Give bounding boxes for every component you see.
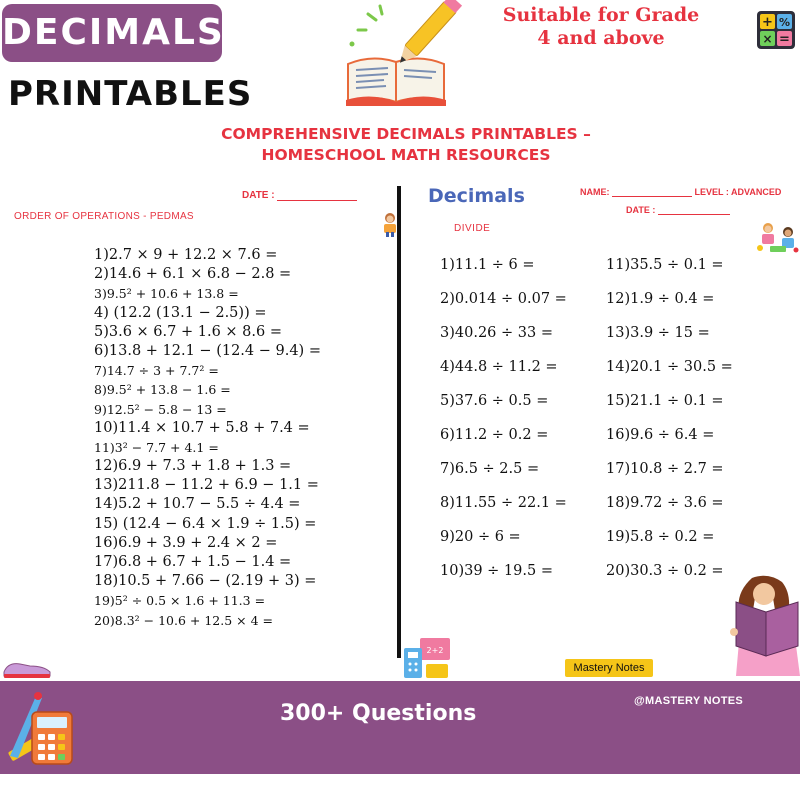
section-label-pedmas: ORDER OF OPERATIONS - PEDMAS xyxy=(14,211,194,222)
sheet-divider xyxy=(397,186,401,658)
problem-item: 16)9.6 ÷ 6.4 = xyxy=(606,427,715,443)
problem-item: 2)0.014 ÷ 0.07 = xyxy=(440,291,567,307)
name-blank xyxy=(612,196,692,197)
problem-item: 19)5² ÷ 0.5 × 1.6 + 11.3 = xyxy=(94,593,266,609)
sneaker-icon xyxy=(0,656,54,680)
pencil-book-icon xyxy=(332,0,462,108)
girl-reading-icon xyxy=(716,572,800,676)
divide-column-b xyxy=(606,248,733,588)
problem-item: 1)11.1 ÷ 6 = xyxy=(440,257,535,273)
grade-note xyxy=(488,4,714,50)
date-field-left xyxy=(242,190,357,201)
mastery-notes-badge: Mastery Notes xyxy=(565,659,653,677)
problem-item: 6)13.8 + 12.1 − (12.4 − 9.4) = xyxy=(94,342,321,359)
main-heading-line2: HOMESCHOOL MATH RESOURCES xyxy=(261,146,551,164)
problem-item: 20)8.3² − 10.6 + 12.5 × 4 = xyxy=(94,612,273,628)
bottom-margin xyxy=(0,774,800,800)
name-label: NAME: xyxy=(580,187,610,197)
problem-item: 6)11.2 ÷ 0.2 = xyxy=(440,427,549,443)
problem-item: 11)35.5 ÷ 0.1 = xyxy=(606,257,724,273)
problem-item: 9)12.5² − 5.8 − 13 = xyxy=(94,401,227,417)
worksheet-title: Decimals xyxy=(428,185,525,207)
pedmas-worksheet xyxy=(0,184,396,660)
problem-item: 5)3.6 × 6.7 + 1.6 × 8.6 = xyxy=(94,323,282,340)
problem-item: 9)20 ÷ 6 = xyxy=(440,529,521,545)
date-blank-right xyxy=(658,214,730,215)
problem-item: 3)9.5² + 10.6 + 13.8 = xyxy=(94,286,239,302)
problem-item: 18)9.72 ÷ 3.6 = xyxy=(606,495,724,511)
questions-count: 300+ Questions xyxy=(280,701,477,726)
problem-item: 1)2.7 × 9 + 12.2 × 7.6 = xyxy=(94,247,278,263)
problem-item: 5)37.6 ÷ 0.5 = xyxy=(440,393,549,409)
problem-item: 20)30.3 ÷ 0.2 = xyxy=(606,563,724,579)
date-label-right: DATE : xyxy=(626,205,656,215)
problem-item: 19)5.8 ÷ 0.2 = xyxy=(606,529,715,545)
svg-text:%: % xyxy=(778,16,791,29)
problem-item: 10)11.4 × 10.7 + 5.8 + 7.4 = xyxy=(94,419,310,436)
main-heading-line1: COMPREHENSIVE DECIMALS PRINTABLES – xyxy=(221,125,591,143)
section-label-divide: DIVIDE xyxy=(454,223,491,234)
children-playing-icon xyxy=(756,220,800,254)
problem-item: 2)14.6 + 6.1 × 6.8 − 2.8 = xyxy=(94,266,292,283)
problem-item: 18)10.5 + 7.66 − (2.19 + 3) = xyxy=(94,573,317,590)
problem-item: 13)211.8 − 11.2 + 6.9 − 1.1 = xyxy=(94,477,319,494)
calculator-ruler-icon xyxy=(2,686,84,772)
problem-item: 16)6.9 + 3.9 + 2.4 × 2 = xyxy=(94,534,278,551)
problem-item: 7)14.7 ÷ 3 + 7.7² = xyxy=(94,363,219,379)
problem-item: 13)3.9 ÷ 15 = xyxy=(606,325,710,341)
pedmas-problem-list xyxy=(94,246,321,630)
title-pill xyxy=(2,4,225,62)
problem-item: 11)3² − 7.7 + 4.1 = xyxy=(94,439,219,455)
problem-item: 12)6.9 + 7.3 + 1.8 + 1.3 = xyxy=(94,458,292,475)
problem-item: 4) (12.2 (13.1 − 2.5)) = xyxy=(94,304,267,321)
svg-text:×: × xyxy=(762,32,773,46)
brand-handle: @MASTERY NOTES xyxy=(634,695,744,707)
problem-item: 17)10.8 ÷ 2.7 = xyxy=(606,461,724,477)
problem-item: 10)39 ÷ 19.5 = xyxy=(440,563,553,579)
svg-text:+: + xyxy=(762,15,773,30)
svg-text:2+2: 2+2 xyxy=(426,646,444,655)
problem-item: 14)5.2 + 10.7 − 5.5 ÷ 4.4 = xyxy=(94,496,301,513)
grade-note-line1: Suitable for Grade xyxy=(502,4,700,26)
name-level-row xyxy=(580,187,781,197)
problem-item: 15)21.1 ÷ 0.1 = xyxy=(606,393,724,409)
footer-banner xyxy=(0,681,800,774)
problem-item: 3)40.26 ÷ 33 = xyxy=(440,325,553,341)
math-board-icon xyxy=(402,636,454,680)
problem-item: 14)20.1 ÷ 30.5 = xyxy=(606,359,733,375)
problem-item: 4)44.8 ÷ 11.2 = xyxy=(440,359,558,375)
date-blank-left xyxy=(277,200,357,201)
divide-column-a xyxy=(440,248,567,588)
date-label-left: DATE : xyxy=(242,190,275,201)
page-title: DECIMALS xyxy=(2,12,225,53)
svg-text:=: = xyxy=(779,32,790,47)
grade-note-line2: 4 and above xyxy=(537,27,665,49)
level-label: LEVEL : ADVANCED xyxy=(694,187,782,197)
problem-item: 8)9.5² + 13.8 − 1.6 = xyxy=(94,382,231,398)
main-heading xyxy=(150,124,662,166)
problem-item: 7)6.5 ÷ 2.5 = xyxy=(440,461,540,477)
problem-item: 17)6.8 + 6.7 + 1.5 − 1.4 = xyxy=(94,554,292,570)
calculator-symbols-icon xyxy=(756,10,796,50)
date-field-right xyxy=(626,205,730,215)
problem-item: 12)1.9 ÷ 0.4 = xyxy=(606,291,715,307)
problem-item: 15) (12.4 − 6.4 × 1.9 ÷ 1.5) = xyxy=(94,515,317,532)
problem-item: 8)11.55 ÷ 22.1 = xyxy=(440,495,567,511)
page-subtitle: PRINTABLES xyxy=(8,74,253,114)
